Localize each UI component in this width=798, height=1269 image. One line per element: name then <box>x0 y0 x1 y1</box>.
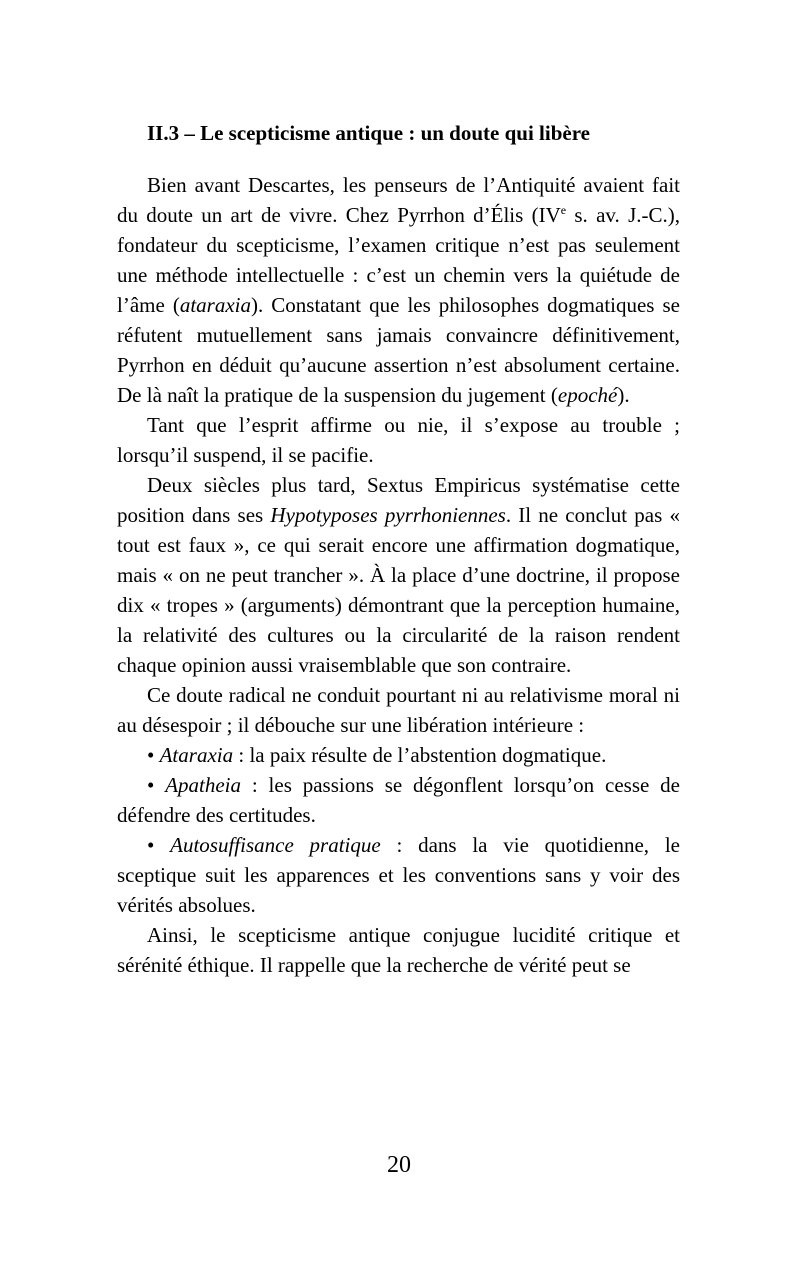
paragraph <box>117 920 680 980</box>
page-body <box>117 118 680 980</box>
text-run: • <box>147 833 171 857</box>
text-run: ). <box>617 383 630 407</box>
italic-term: epoché <box>557 383 618 407</box>
text-run: . Il ne conclut pas « tout est faux », ce qui serait encore une affirmation dogmatique, mais « on ne peut trancher ». À la place d’une doctrine, il propose dix « tropes » (arguments) démontrant que la perception humaine, la relativité des cultures ou la circularité de la raison rendent chaque opinion aussi vraisemblable que son contraire. <box>117 503 680 677</box>
paragraph <box>117 680 680 740</box>
text-run: : la paix résulte de l’abstention dogmatique. <box>233 743 607 767</box>
text-run: ). Constatant que les philosophes dogmatiques se réfutent mutuellement sans jamais convaincre définitivement, Pyrrhon en déduit qu’aucune assertion n’est absolument certaine. De là naît la pratique de la suspension du jugement ( <box>117 293 680 407</box>
italic-term: ataraxia <box>179 293 251 317</box>
text-run: Tant que l’esprit affirme ou nie, il s’expose au trouble ; lorsqu’il suspend, il se pacifie. <box>117 413 680 467</box>
paragraph <box>117 770 680 830</box>
text-run: Ce doute radical ne conduit pourtant ni au relativisme moral ni au désespoir ; il débouche sur une libération intérieure : <box>117 683 680 737</box>
paragraph <box>117 830 680 920</box>
italic-term: Hypotyposes pyrrhoniennes <box>270 503 506 527</box>
text-run: • <box>147 773 166 797</box>
italic-term: Ataraxia <box>159 743 234 767</box>
section-title: II.3 – Le scepticisme antique : un doute qui libère <box>147 121 590 145</box>
italic-term: Autosuffisance pratique <box>170 833 381 857</box>
page-number: 20 <box>387 1152 411 1178</box>
paragraph <box>117 410 680 470</box>
paragraph <box>117 740 680 770</box>
superscript: e <box>560 203 567 217</box>
text-run: • <box>147 743 160 767</box>
paragraph <box>117 170 680 410</box>
text-run: : les passions se dégonflent lorsqu’on cesse de défendre des certitudes. <box>117 773 680 827</box>
text-run: : dans la vie quotidienne, le sceptique suit les apparences et les conventions sans y voir des vérités absolues. <box>117 833 680 917</box>
paragraphs <box>117 170 680 980</box>
text-run: s. av. J.-C.), fondateur du scepticisme, l’examen critique n’est pas seulement une méthode intellectuelle : c’est un chemin vers la quiétude de l’âme ( <box>117 203 681 317</box>
text-run: Deux siècles plus tard, Sextus Empiricus systématise cette position dans ses <box>117 473 680 527</box>
text-run: Bien avant Descartes, les penseurs de l’Antiquité avaient fait du doute un art de vivre. Chez Pyrrhon d’Élis (IV <box>117 173 680 227</box>
italic-term: Apatheia <box>165 773 242 797</box>
paragraph <box>117 470 680 680</box>
text-run: Ainsi, le scepticisme antique conjugue lucidité critique et sérénité éthique. Il rappelle que la recherche de vérité peut se <box>117 923 680 977</box>
